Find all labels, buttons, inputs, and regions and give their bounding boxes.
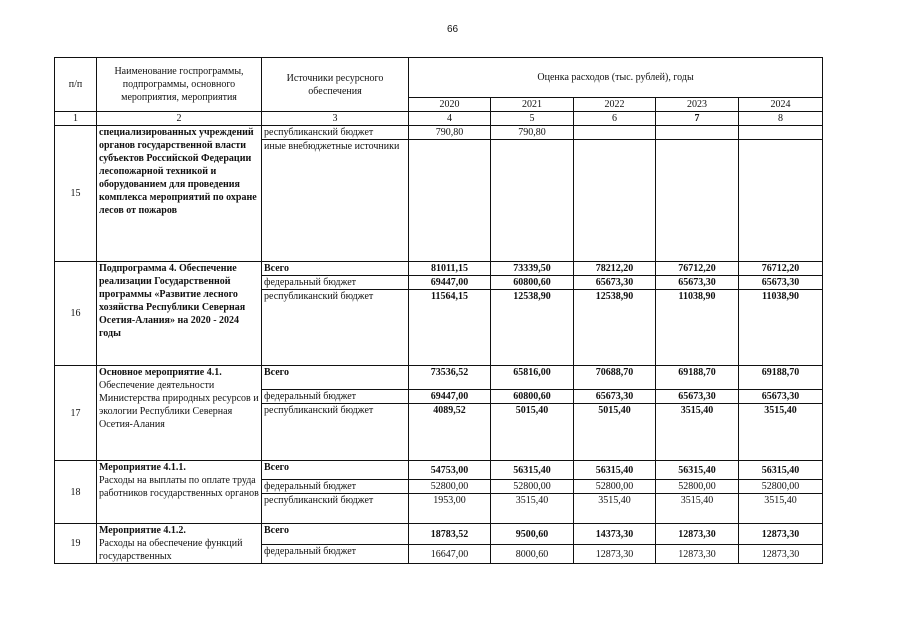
- value-cell: 3515,40: [656, 404, 739, 461]
- value-cell: 790,80: [409, 126, 491, 140]
- value-cell: [574, 140, 656, 262]
- value-cell: 12873,30: [656, 545, 739, 564]
- value-cell: 52800,00: [491, 480, 574, 494]
- table-row: [55, 366, 823, 390]
- row-name: [97, 366, 262, 461]
- value-cell: 16647,00: [409, 545, 491, 564]
- value-cell: 3515,40: [656, 494, 739, 524]
- value-cell: 8000,60: [491, 545, 574, 564]
- col-number: 6: [574, 112, 656, 126]
- year-cell: 2021: [491, 98, 574, 112]
- value-cell: 60800,60: [491, 276, 574, 290]
- source-cell: республиканский бюджет: [262, 290, 409, 366]
- budget-table: [54, 57, 823, 564]
- value-cell: 11564,15: [409, 290, 491, 366]
- value-cell: 54753,00: [409, 461, 491, 480]
- year-cell: 2024: [739, 98, 823, 112]
- value-cell: 76712,20: [656, 262, 739, 276]
- row-number: 18: [55, 461, 97, 524]
- value-cell: 12873,30: [739, 524, 823, 545]
- value-cell: [739, 126, 823, 140]
- value-cell: 1953,00: [409, 494, 491, 524]
- value-cell: 69447,00: [409, 276, 491, 290]
- value-cell: 52800,00: [656, 480, 739, 494]
- source-cell: федеральный бюджет: [262, 390, 409, 404]
- value-cell: 790,80: [491, 126, 574, 140]
- value-cell: 65673,30: [574, 390, 656, 404]
- value-cell: 52800,00: [409, 480, 491, 494]
- value-cell: 69447,00: [409, 390, 491, 404]
- col-number: 5: [491, 112, 574, 126]
- value-cell: 12538,90: [574, 290, 656, 366]
- value-cell: 3515,40: [491, 494, 574, 524]
- value-cell: 56315,40: [656, 461, 739, 480]
- header-source: Источники ресурсного обеспечения: [262, 58, 409, 112]
- row-description: Расходы на обеспечение функций государственных: [99, 538, 243, 562]
- value-cell: 73339,50: [491, 262, 574, 276]
- row-number: 16: [55, 262, 97, 366]
- value-cell: 11038,90: [739, 290, 823, 366]
- value-cell: [739, 140, 823, 262]
- source-cell: Всего: [262, 366, 409, 390]
- value-cell: 11038,90: [656, 290, 739, 366]
- value-cell: [409, 140, 491, 262]
- value-cell: 56315,40: [491, 461, 574, 480]
- value-cell: 9500,60: [491, 524, 574, 545]
- col-number: 7: [656, 112, 739, 126]
- row-name: специализированных учреждений органов государственной власти субъектов Российской Федерации лесопожарной техникой и оборудованием для проведения комплекса мероприятий по охране лесов от пожаров: [97, 126, 262, 262]
- value-cell: 5015,40: [574, 404, 656, 461]
- value-cell: 65673,30: [574, 276, 656, 290]
- value-cell: 78212,20: [574, 262, 656, 276]
- source-cell: Всего: [262, 461, 409, 480]
- value-cell: [656, 126, 739, 140]
- value-cell: [656, 140, 739, 262]
- year-cell: 2020: [409, 98, 491, 112]
- value-cell: 56315,40: [739, 461, 823, 480]
- source-cell: Всего: [262, 524, 409, 545]
- source-cell: республиканский бюджет: [262, 404, 409, 461]
- value-cell: 56315,40: [574, 461, 656, 480]
- value-cell: 12873,30: [574, 545, 656, 564]
- row-title: Мероприятие 4.1.2.: [99, 525, 186, 536]
- value-cell: 76712,20: [739, 262, 823, 276]
- col-number: 2: [97, 112, 262, 126]
- row-description: Расходы на выплаты по оплате труда работников государственных органов: [99, 475, 259, 499]
- value-cell: 69188,70: [739, 366, 823, 390]
- table-row: [55, 126, 823, 140]
- table-row: [55, 524, 823, 545]
- source-cell: Всего: [262, 262, 409, 276]
- row-description: Обеспечение деятельности Министерства природных ресурсов и экологии Республики Северная Осетия-Алания: [99, 380, 259, 430]
- value-cell: 81011,15: [409, 262, 491, 276]
- value-cell: 65673,30: [656, 390, 739, 404]
- col-number: 3: [262, 112, 409, 126]
- row-number: 19: [55, 524, 97, 564]
- value-cell: 70688,70: [574, 366, 656, 390]
- row-title: Основное мероприятие 4.1.: [99, 367, 222, 378]
- header-row: [55, 58, 823, 98]
- value-cell: 65673,30: [656, 276, 739, 290]
- header-estimate: Оценка расходов (тыс. рублей), годы: [409, 58, 823, 98]
- year-cell: 2022: [574, 98, 656, 112]
- header-name: Наименование госпрограммы, подпрограммы, основного мероприятия, мероприятия: [97, 58, 262, 112]
- value-cell: 65673,30: [739, 390, 823, 404]
- value-cell: 73536,52: [409, 366, 491, 390]
- value-cell: 3515,40: [574, 494, 656, 524]
- row-title: Мероприятие 4.1.1.: [99, 462, 186, 473]
- col-number: 4: [409, 112, 491, 126]
- source-cell: федеральный бюджет: [262, 480, 409, 494]
- value-cell: 4089,52: [409, 404, 491, 461]
- source-cell: федеральный бюджет: [262, 276, 409, 290]
- row-name: Подпрограмма 4. Обеспечение реализации Государственной программы «Развитие лесного хозяйства Республики Северная Осетия-Алания» на 2020 - 2024 годы: [97, 262, 262, 366]
- value-cell: 14373,30: [574, 524, 656, 545]
- value-cell: 12538,90: [491, 290, 574, 366]
- table-row: [55, 461, 823, 480]
- value-cell: 65673,30: [739, 276, 823, 290]
- value-cell: 18783,52: [409, 524, 491, 545]
- header-np: п/п: [55, 58, 97, 112]
- row-number: 15: [55, 126, 97, 262]
- source-cell: федеральный бюджет: [262, 545, 409, 564]
- value-cell: 69188,70: [656, 366, 739, 390]
- source-cell: республиканский бюджет: [262, 494, 409, 524]
- value-cell: 52800,00: [574, 480, 656, 494]
- value-cell: 65816,00: [491, 366, 574, 390]
- year-cell: 2023: [656, 98, 739, 112]
- value-cell: 5015,40: [491, 404, 574, 461]
- table-row: [55, 262, 823, 276]
- row-name: [97, 461, 262, 524]
- table-container: [54, 57, 824, 570]
- value-cell: 52800,00: [739, 480, 823, 494]
- col-number: 1: [55, 112, 97, 126]
- source-cell: республиканский бюджет: [262, 126, 409, 140]
- value-cell: 12873,30: [656, 524, 739, 545]
- value-cell: [574, 126, 656, 140]
- value-cell: 12873,30: [739, 545, 823, 564]
- row-number: 17: [55, 366, 97, 461]
- row-name: [97, 524, 262, 564]
- col-number: 8: [739, 112, 823, 126]
- page-number: 66: [446, 24, 459, 35]
- source-cell: иные внебюджетные источники: [262, 140, 409, 262]
- value-cell: 3515,40: [739, 404, 823, 461]
- value-cell: 60800,60: [491, 390, 574, 404]
- value-cell: 3515,40: [739, 494, 823, 524]
- column-numbering-row: [55, 112, 823, 126]
- value-cell: [491, 140, 574, 262]
